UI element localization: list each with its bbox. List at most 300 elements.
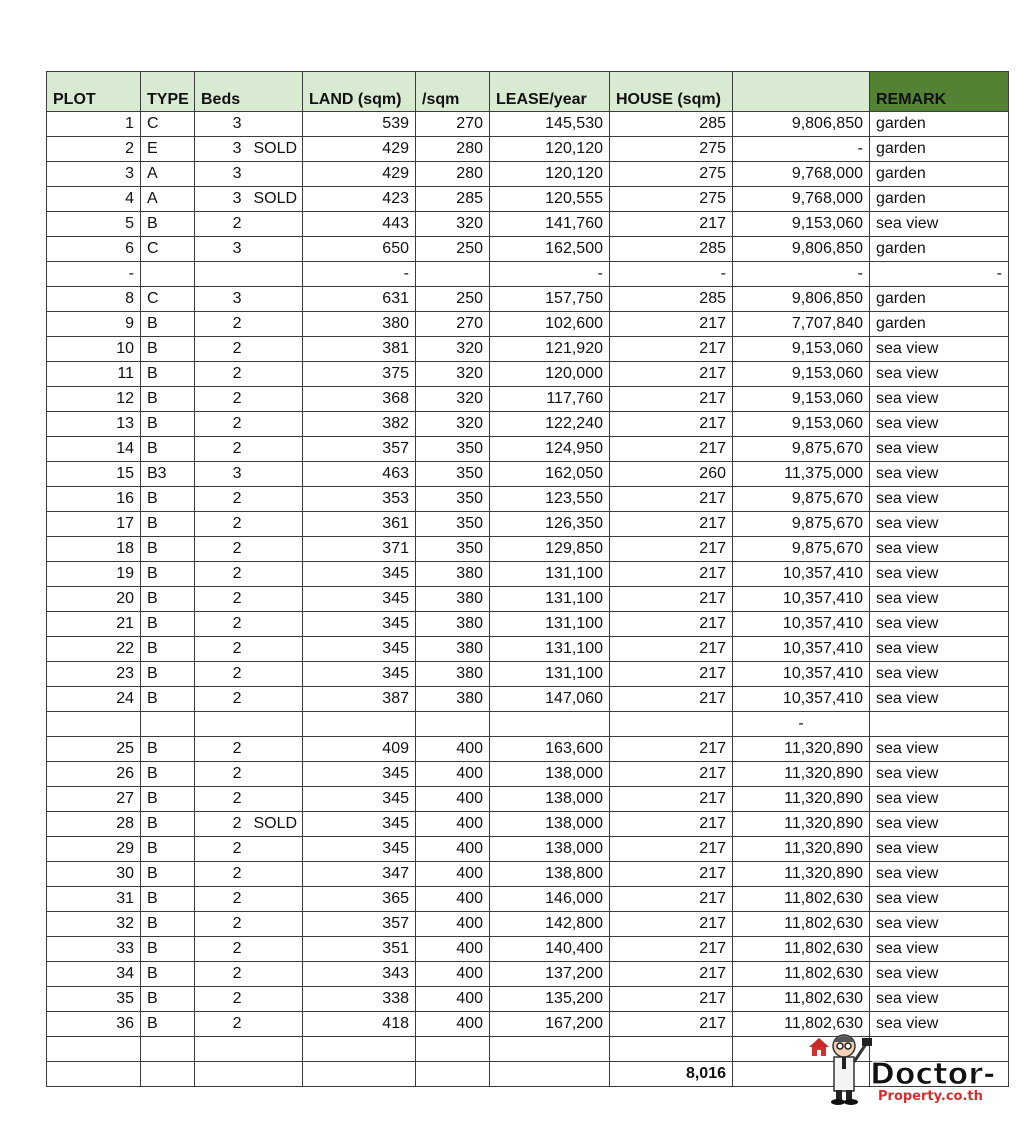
cell-land: 343 — [303, 962, 416, 987]
cell-empty — [416, 1062, 490, 1087]
cell-beds: 2 — [195, 437, 248, 462]
cell-type — [141, 712, 195, 737]
cell-status: SOLD — [248, 812, 303, 837]
cell-remark: sea view — [870, 912, 1009, 937]
cell-plot: 8 — [47, 287, 141, 312]
cell-land: 380 — [303, 312, 416, 337]
cell-price: 10,357,410 — [733, 587, 870, 612]
cell-house: 217 — [610, 362, 733, 387]
cell-lease: 131,100 — [490, 637, 610, 662]
cell-per-sqm: 350 — [416, 537, 490, 562]
header-row — [47, 72, 1009, 112]
table-row — [47, 812, 1009, 837]
cell-per-sqm: 320 — [416, 412, 490, 437]
cell-house: 275 — [610, 187, 733, 212]
cell-land: 631 — [303, 287, 416, 312]
cell-remark: sea view — [870, 787, 1009, 812]
cell-remark: sea view — [870, 412, 1009, 437]
table-row — [47, 562, 1009, 587]
cell-per-sqm: 380 — [416, 637, 490, 662]
plot-price-table — [46, 71, 1009, 1087]
cell-price: 11,320,890 — [733, 762, 870, 787]
cell-price: 9,806,850 — [733, 237, 870, 262]
cell-empty — [416, 1037, 490, 1062]
header-status — [248, 72, 303, 112]
cell-type: B — [141, 412, 195, 437]
cell-house: 217 — [610, 487, 733, 512]
table-row — [47, 387, 1009, 412]
cell-house: 217 — [610, 212, 733, 237]
cell-beds: 3 — [195, 187, 248, 212]
cell-price: 10,357,410 — [733, 562, 870, 587]
cell-remark: sea view — [870, 562, 1009, 587]
cell-beds: 2 — [195, 537, 248, 562]
cell-plot: 21 — [47, 612, 141, 637]
cell-status — [248, 237, 303, 262]
cell-remark: sea view — [870, 337, 1009, 362]
cell-lease: 146,000 — [490, 887, 610, 912]
cell-lease: 142,800 — [490, 912, 610, 937]
cell-status — [248, 787, 303, 812]
cell-house: 217 — [610, 787, 733, 812]
table-row — [47, 162, 1009, 187]
cell-status — [248, 387, 303, 412]
cell-empty — [303, 1037, 416, 1062]
cell-per-sqm: 380 — [416, 612, 490, 637]
cell-price: 11,802,630 — [733, 962, 870, 987]
cell-beds: 2 — [195, 937, 248, 962]
cell-remark: sea view — [870, 362, 1009, 387]
cell-land: 650 — [303, 237, 416, 262]
cell-per-sqm: 380 — [416, 662, 490, 687]
table-row — [47, 287, 1009, 312]
cell-per-sqm: 400 — [416, 812, 490, 837]
cell-price: 10,357,410 — [733, 687, 870, 712]
cell-status: SOLD — [248, 187, 303, 212]
cell-land: 353 — [303, 487, 416, 512]
table-row — [47, 412, 1009, 437]
cell-land: 539 — [303, 112, 416, 137]
cell-house: 217 — [610, 887, 733, 912]
cell-per-sqm: 320 — [416, 387, 490, 412]
cell-lease: 162,500 — [490, 237, 610, 262]
cell-beds: 3 — [195, 137, 248, 162]
cell-status — [248, 887, 303, 912]
cell-type: B — [141, 612, 195, 637]
cell-house: 217 — [610, 962, 733, 987]
cell-remark: sea view — [870, 962, 1009, 987]
cell-price: 9,768,000 — [733, 187, 870, 212]
cell-beds: 2 — [195, 312, 248, 337]
cell-lease: 121,920 — [490, 337, 610, 362]
cell-status — [248, 112, 303, 137]
cell-type: B — [141, 812, 195, 837]
cell-type: B — [141, 562, 195, 587]
doctor-property-logo — [808, 1030, 1014, 1110]
cell-empty — [610, 1037, 733, 1062]
cell-plot: 3 — [47, 162, 141, 187]
cell-beds: 2 — [195, 362, 248, 387]
cell-lease: 147,060 — [490, 687, 610, 712]
cell-per-sqm: 285 — [416, 187, 490, 212]
cell-lease: 120,555 — [490, 187, 610, 212]
cell-type: B — [141, 837, 195, 862]
cell-status — [248, 912, 303, 937]
cell-house: 217 — [610, 662, 733, 687]
cell-land: 357 — [303, 912, 416, 937]
cell-remark: garden — [870, 287, 1009, 312]
header-lease: LEASE/year — [490, 72, 610, 112]
cell-plot: 13 — [47, 412, 141, 437]
cell-beds: 2 — [195, 562, 248, 587]
cell-empty — [47, 1062, 141, 1087]
cell-land: 387 — [303, 687, 416, 712]
cell-remark: sea view — [870, 212, 1009, 237]
cell-type: B — [141, 862, 195, 887]
table-row — [47, 587, 1009, 612]
cell-remark: sea view — [870, 387, 1009, 412]
cell-land: 418 — [303, 1012, 416, 1037]
cell-lease: 120,120 — [490, 162, 610, 187]
cell-plot: 27 — [47, 787, 141, 812]
cell-per-sqm: 400 — [416, 1012, 490, 1037]
cell-beds: 2 — [195, 212, 248, 237]
cell-land: 443 — [303, 212, 416, 237]
cell-per-sqm: 350 — [416, 437, 490, 462]
cell-remark: sea view — [870, 662, 1009, 687]
cell-price: 11,320,890 — [733, 737, 870, 762]
cell-plot: 16 — [47, 487, 141, 512]
cell-remark: sea view — [870, 687, 1009, 712]
cell-house: 217 — [610, 612, 733, 637]
cell-per-sqm: 400 — [416, 862, 490, 887]
table-row — [47, 312, 1009, 337]
cell-plot: 17 — [47, 512, 141, 537]
cell-per-sqm: 400 — [416, 937, 490, 962]
table-row — [47, 712, 1009, 737]
cell-beds: 2 — [195, 787, 248, 812]
cell-type: B — [141, 962, 195, 987]
cell-type — [141, 262, 195, 287]
cell-price: 9,875,670 — [733, 512, 870, 537]
cell-empty — [141, 1062, 195, 1087]
cell-remark: garden — [870, 312, 1009, 337]
cell-plot: 20 — [47, 587, 141, 612]
cell-remark: sea view — [870, 837, 1009, 862]
cell-plot: 29 — [47, 837, 141, 862]
cell-land: 345 — [303, 762, 416, 787]
cell-price: 11,802,630 — [733, 887, 870, 912]
cell-house: 275 — [610, 137, 733, 162]
cell-empty — [248, 1037, 303, 1062]
cell-status — [248, 937, 303, 962]
cell-type: B — [141, 312, 195, 337]
cell-price: - — [733, 712, 870, 737]
cell-per-sqm — [416, 262, 490, 287]
cell-status — [248, 562, 303, 587]
cell-per-sqm: 350 — [416, 512, 490, 537]
cell-price: 9,875,670 — [733, 487, 870, 512]
cell-empty — [490, 1062, 610, 1087]
table-row — [47, 262, 1009, 287]
cell-type: B — [141, 762, 195, 787]
cell-per-sqm: 320 — [416, 212, 490, 237]
cell-plot: 10 — [47, 337, 141, 362]
table-row — [47, 687, 1009, 712]
cell-type: B — [141, 662, 195, 687]
cell-price: 11,320,890 — [733, 787, 870, 812]
cell-type: C — [141, 287, 195, 312]
cell-per-sqm: 400 — [416, 762, 490, 787]
cell-house: 217 — [610, 687, 733, 712]
cell-price: 11,802,630 — [733, 1012, 870, 1037]
cell-land: 351 — [303, 937, 416, 962]
cell-remark: garden — [870, 237, 1009, 262]
cell-lease: 131,100 — [490, 662, 610, 687]
cell-status — [248, 687, 303, 712]
cell-house: 275 — [610, 162, 733, 187]
cell-remark: garden — [870, 112, 1009, 137]
cell-status — [248, 262, 303, 287]
table-row — [47, 762, 1009, 787]
cell-price: 9,153,060 — [733, 212, 870, 237]
cell-plot: 36 — [47, 1012, 141, 1037]
table-row — [47, 887, 1009, 912]
cell-plot: 25 — [47, 737, 141, 762]
cell-remark: sea view — [870, 612, 1009, 637]
cell-type: A — [141, 187, 195, 212]
cell-remark: garden — [870, 187, 1009, 212]
cell-land: 429 — [303, 137, 416, 162]
header-price — [733, 72, 870, 112]
cell-lease: 131,100 — [490, 612, 610, 637]
cell-status: SOLD — [248, 137, 303, 162]
cell-type: B — [141, 587, 195, 612]
table-row — [47, 112, 1009, 137]
cell-house: 217 — [610, 587, 733, 612]
cell-plot: 18 — [47, 537, 141, 562]
cell-plot: 19 — [47, 562, 141, 587]
cell-price: - — [733, 137, 870, 162]
cell-house: 260 — [610, 462, 733, 487]
cell-type: B — [141, 537, 195, 562]
cell-land: 345 — [303, 562, 416, 587]
cell-remark: garden — [870, 162, 1009, 187]
cell-type: B — [141, 1012, 195, 1037]
table-row — [47, 962, 1009, 987]
cell-plot: 24 — [47, 687, 141, 712]
cell-per-sqm: 320 — [416, 362, 490, 387]
cell-per-sqm: 250 — [416, 287, 490, 312]
table-row — [47, 137, 1009, 162]
cell-plot: 15 — [47, 462, 141, 487]
cell-type: B — [141, 987, 195, 1012]
cell-status — [248, 537, 303, 562]
cell-lease: 102,600 — [490, 312, 610, 337]
cell-lease: 124,950 — [490, 437, 610, 462]
cell-house: 217 — [610, 737, 733, 762]
cell-remark: sea view — [870, 637, 1009, 662]
cell-beds: 2 — [195, 987, 248, 1012]
cell-type: C — [141, 237, 195, 262]
cell-beds: 2 — [195, 912, 248, 937]
cell-plot: 6 — [47, 237, 141, 262]
cell-per-sqm: 400 — [416, 887, 490, 912]
cell-empty — [248, 1062, 303, 1087]
cell-house: 217 — [610, 812, 733, 837]
logo-text-domain: Property.co.th — [878, 1089, 983, 1104]
cell-lease: 122,240 — [490, 412, 610, 437]
cell-land: 345 — [303, 587, 416, 612]
cell-price: 11,802,630 — [733, 912, 870, 937]
cell-house: 217 — [610, 537, 733, 562]
cell-beds: 2 — [195, 587, 248, 612]
cell-plot: 28 — [47, 812, 141, 837]
cell-beds: 2 — [195, 512, 248, 537]
cell-lease: 162,050 — [490, 462, 610, 487]
cell-house: 217 — [610, 837, 733, 862]
cell-house: 217 — [610, 337, 733, 362]
cell-lease: 167,200 — [490, 1012, 610, 1037]
cell-lease — [490, 712, 610, 737]
cell-land: 368 — [303, 387, 416, 412]
cell-type: B — [141, 687, 195, 712]
cell-land: 345 — [303, 812, 416, 837]
cell-per-sqm: 250 — [416, 237, 490, 262]
cell-beds: 2 — [195, 387, 248, 412]
table-row — [47, 612, 1009, 637]
cell-lease: 138,000 — [490, 812, 610, 837]
cell-status — [248, 162, 303, 187]
cell-status — [248, 312, 303, 337]
cell-house: 217 — [610, 387, 733, 412]
cell-status — [248, 862, 303, 887]
cell-remark: sea view — [870, 587, 1009, 612]
cell-house: 217 — [610, 512, 733, 537]
cell-empty — [47, 1037, 141, 1062]
cell-per-sqm: 320 — [416, 337, 490, 362]
cell-land: 382 — [303, 412, 416, 437]
cell-land: 409 — [303, 737, 416, 762]
cell-plot: 22 — [47, 637, 141, 662]
cell-price: 9,153,060 — [733, 362, 870, 387]
cell-lease: 131,100 — [490, 562, 610, 587]
cell-plot: 26 — [47, 762, 141, 787]
cell-beds: 2 — [195, 962, 248, 987]
cell-land: 345 — [303, 787, 416, 812]
cell-remark: garden — [870, 137, 1009, 162]
cell-land: 429 — [303, 162, 416, 187]
table-row — [47, 637, 1009, 662]
table-row — [47, 937, 1009, 962]
cell-beds — [195, 712, 248, 737]
cell-beds: 2 — [195, 837, 248, 862]
cell-land: 381 — [303, 337, 416, 362]
table-row — [47, 737, 1009, 762]
cell-beds — [195, 262, 248, 287]
header-plot: PLOT — [47, 72, 141, 112]
cell-status — [248, 362, 303, 387]
cell-house: 217 — [610, 1012, 733, 1037]
table-row — [47, 337, 1009, 362]
cell-house: 217 — [610, 762, 733, 787]
cell-beds: 2 — [195, 1012, 248, 1037]
cell-per-sqm: 400 — [416, 787, 490, 812]
cell-land: 345 — [303, 837, 416, 862]
cell-per-sqm: 380 — [416, 562, 490, 587]
cell-status — [248, 337, 303, 362]
cell-remark: sea view — [870, 487, 1009, 512]
logo-text-main: Doctor- — [870, 1057, 996, 1092]
cell-empty — [195, 1037, 248, 1062]
table-row — [47, 362, 1009, 387]
cell-per-sqm: 380 — [416, 587, 490, 612]
house-total: 8,016 — [610, 1062, 733, 1087]
cell-house: 217 — [610, 562, 733, 587]
cell-beds: 2 — [195, 812, 248, 837]
cell-land: 345 — [303, 637, 416, 662]
cell-remark: sea view — [870, 812, 1009, 837]
cell-price: 9,768,000 — [733, 162, 870, 187]
cell-price: - — [733, 262, 870, 287]
cell-beds: 2 — [195, 487, 248, 512]
header-type: TYPE — [141, 72, 195, 112]
cell-plot: 12 — [47, 387, 141, 412]
cell-lease: 138,000 — [490, 837, 610, 862]
cell-lease: 120,120 — [490, 137, 610, 162]
cell-remark: - — [870, 262, 1009, 287]
cell-status — [248, 837, 303, 862]
cell-beds: 2 — [195, 862, 248, 887]
cell-plot: 2 — [47, 137, 141, 162]
cell-type: E — [141, 137, 195, 162]
cell-plot — [47, 712, 141, 737]
cell-lease: 117,760 — [490, 387, 610, 412]
cell-per-sqm: 350 — [416, 462, 490, 487]
cell-house: 285 — [610, 112, 733, 137]
cell-status — [248, 962, 303, 987]
cell-beds: 2 — [195, 612, 248, 637]
cell-beds: 3 — [195, 462, 248, 487]
cell-lease: 137,200 — [490, 962, 610, 987]
table-row — [47, 862, 1009, 887]
cell-beds: 2 — [195, 887, 248, 912]
cell-price: 10,357,410 — [733, 637, 870, 662]
cell-per-sqm: 400 — [416, 912, 490, 937]
cell-lease: 141,760 — [490, 212, 610, 237]
header-house: HOUSE (sqm) — [610, 72, 733, 112]
cell-plot: 30 — [47, 862, 141, 887]
cell-empty — [490, 1037, 610, 1062]
cell-land: 338 — [303, 987, 416, 1012]
cell-land: 371 — [303, 537, 416, 562]
cell-plot: - — [47, 262, 141, 287]
cell-house: 285 — [610, 237, 733, 262]
cell-house: 217 — [610, 862, 733, 887]
cell-status — [248, 662, 303, 687]
cell-plot: 4 — [47, 187, 141, 212]
cell-beds: 2 — [195, 762, 248, 787]
cell-type: B — [141, 637, 195, 662]
cell-price: 11,375,000 — [733, 462, 870, 487]
cell-house: 217 — [610, 412, 733, 437]
cell-beds: 2 — [195, 412, 248, 437]
cell-beds: 2 — [195, 687, 248, 712]
table-row — [47, 512, 1009, 537]
cell-per-sqm: 270 — [416, 112, 490, 137]
cell-status — [248, 587, 303, 612]
cell-house: 285 — [610, 287, 733, 312]
